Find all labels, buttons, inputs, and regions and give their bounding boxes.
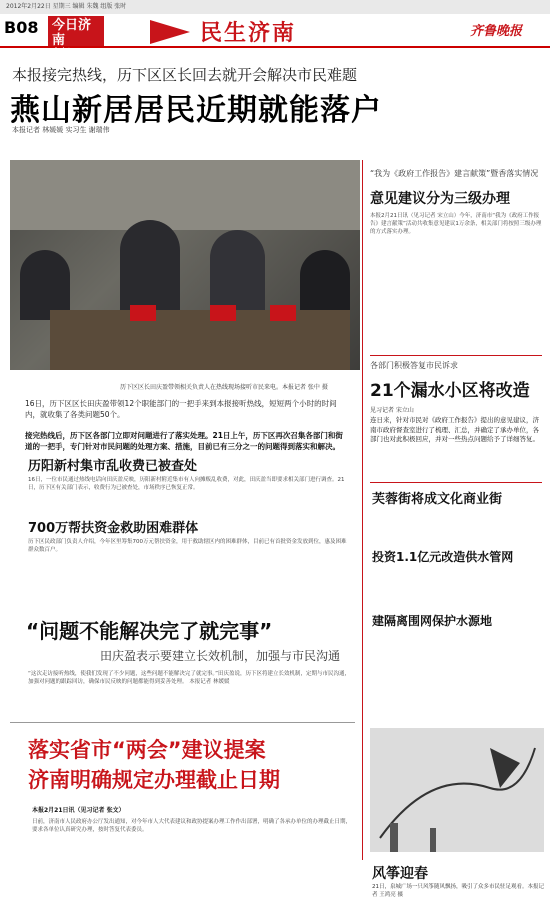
kite-caption: 21日，泉城广场一只风筝随风飘扬，吸引了众多市民驻足观看。本报记者 王鸿亮 摄 <box>372 884 545 898</box>
subhead-market-fees: 历阳新村集市乱收费已被查处 <box>28 459 198 474</box>
subhead-aid-fund: 700万帮扶资金救助困难群体 <box>28 521 199 536</box>
page-number: B08 <box>4 18 39 37</box>
right-headline-6: 风筝迎春 <box>372 866 428 882</box>
lead-byline: 本报记者 林媛媛 实习生 谢瑞伟 <box>12 126 110 134</box>
third-byline: 本报2月21日讯（见习记者 张文） <box>32 807 125 814</box>
meeting-photo <box>10 160 360 370</box>
aid-fund-text: 历下区民政部门负责人介绍，今年区里筹集700万元帮扶资金，用于救助辖区内的困难群体，目前已有首批资金发放到位，惠及困难群众数百户。 <box>28 539 347 553</box>
right-kicker-2: 各部门积极答复市民诉求 <box>370 361 458 370</box>
second-kicker: 田庆盈表示要建立长效机制，加强与市民沟通 <box>100 649 341 663</box>
right-headline-1: 意见建议分为三级办理 <box>370 191 510 207</box>
divider <box>370 482 542 483</box>
arrow-icon <box>150 20 190 44</box>
date-strip: 2012年2月22日 星期三 编辑 朱魏 组版 张时 <box>0 0 550 14</box>
divider <box>370 355 542 356</box>
second-story-text: “这次走访接听热线，使我们发现了不少问题，这些问题不能解决完了就完事。”田庆盈说，历下区将建立长效机制，定期与市民沟通，加强对问题的跟踪回访，确保市民反映的问题都能得到妥善处理。 本报记者 林媛媛 <box>28 671 350 685</box>
lead-paragraph: 16日，历下区区长田庆盈带领12个职能部门的一把手来到本报接听热线，短短两个小时的时间内，就收集了各类问题50个。 <box>25 399 337 419</box>
lead-kicker: 本报接完热线，历下区区长回去就开会解决市民难题 <box>12 66 358 84</box>
market-fees-text: 16日，一位市民通过热线电话向田庆盈反映，历阳新村附近集市有人向摊贩乱收费，对此，田庆盈当即要求相关部门进行调查。21日，历下区有关部门表示，收费行为已被查处，市场秩序已恢复正常。 <box>28 477 345 491</box>
right-headline-4: 投资1.1亿元改造供水管网 <box>372 550 514 564</box>
column-divider <box>362 160 363 860</box>
section-title: 民生济南 <box>200 21 297 46</box>
section-tag-line2: 主打 <box>52 48 71 58</box>
lead-bold-paragraph: 接完热线后，历下区各部门立即对问题进行了落实处理。21日上午，历下区再次召集各部门和街道的一把手，专门针对市民问题的处理方案、措施，目前已有三分之一的问题得到落实和解决。 <box>25 431 343 451</box>
divider <box>10 722 355 723</box>
photo-caption: 历下区区长田庆盈带领相关负责人在热线现场接听市民来电。本报记者 张中 摄 <box>120 384 328 391</box>
section-tag <box>48 16 104 58</box>
newspaper-logo: 齐鲁晚报 <box>470 24 523 39</box>
third-headline-line1: 落实省市“两会”建议提案 <box>28 738 266 762</box>
right-body-1: 本报2月21日讯（见习记者 宋立山）今年，济南市“我为《政府工作报告》建言献策”活动共收集意见建议1万余条，相关部门将按照三级办理的方式落实办理。 <box>370 213 542 235</box>
right-headline-5: 建隔离围网保护水源地 <box>372 614 493 628</box>
section-tag-line1: 今日济南 <box>52 18 92 48</box>
second-headline: “问题不能解决完了就完事” <box>26 619 273 643</box>
right-headline-2: 21个漏水小区将改造 <box>370 381 530 401</box>
right-kicker-1: “我为《政府工作报告》建言献策”暨香落实情况 <box>370 169 539 178</box>
third-headline-line2: 济南明确规定办理截止日期 <box>28 768 280 792</box>
right-headline-3: 芙蓉街将成文化商业街 <box>372 492 503 507</box>
kite-photo <box>370 728 544 852</box>
right-lead-2: 连日来，针对市民对《政府工作报告》提出的意见建议，济南市政府督查室进行了梳理、汇总，并确定了承办单位，各部门也对此积极回应，并对一些热点问题给予了详细答复。 <box>370 416 539 443</box>
right-byline-2: 见习记者 宋立山 <box>370 407 414 414</box>
third-headline <box>28 735 280 795</box>
third-story-text: 日前，济南市人民政府办公厅发出通知，对今年市人大代表建议和政协提案办理工作作出部署，明确了各承办单位的办理截止日期，要求各单位认真研究办理，按时答复代表委员。 <box>32 819 352 833</box>
lead-headline: 燕山新居居民近期就能落户 <box>10 93 382 128</box>
